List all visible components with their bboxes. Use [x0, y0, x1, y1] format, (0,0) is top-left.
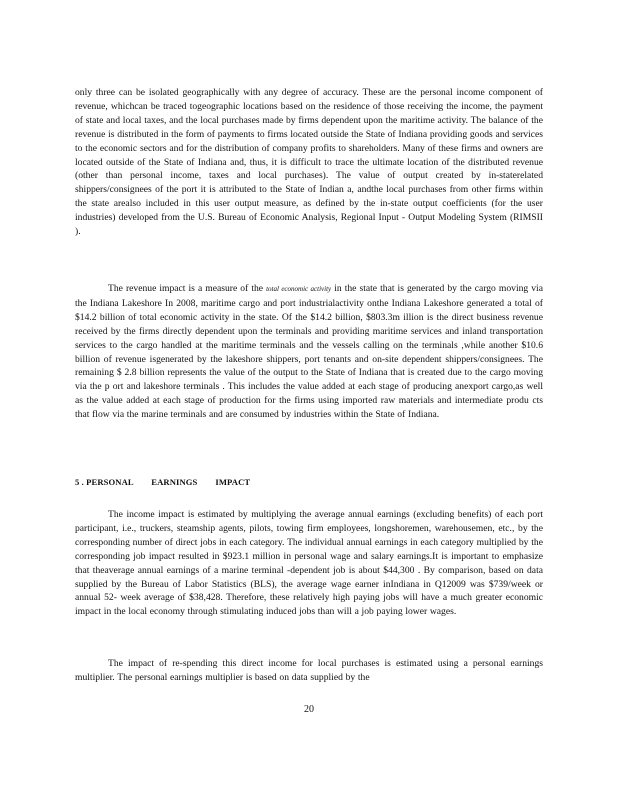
- emphasized-term: total economic activity: [266, 285, 332, 293]
- body-paragraph-revenue-geography: only three can be isolated geographically with any degree of accuracy. These are the personal income component of revenue, whichcan be traced togeographic locations based on the residence of those receiving the income, the payment of state and local taxes, and the local purchases made by firms dependent upon the maritime activity. The balance of the revenue is distributed in the form of payments to firms located outside the State of Indiana providing goods and services to the economic sectors and for the distribution of company profits to shareholders. Many of these firms and owners are located outside of the State of Indiana and, thus, it is difficult to trace the ultimate location of the distributed revenue (other than personal income, taxes and local purchases). The value of output created by in-staterelated shippers/consignees of the port it is attributed to the State of Indian a, andthe local purchases from other firms within the state arealso included in this user output measure, as defined by the in-state output coefficients (for the user industries) developed from the U.S. Bureau of Economic Analysis, Regional Input - Output Modeling System (RIMSII ).: [75, 87, 543, 238]
- page-number: 20: [304, 704, 314, 715]
- body-paragraph-respending: The impact of re-spending this direct income for local purchases is estimated using a personal earnings multiplier. The personal earnings multiplier is based on data supplied by the: [75, 658, 543, 683]
- paragraph-text: in the state that is generated by the cargo moving via the Indiana Lakeshore In 2008, maritime cargo and port industrialactivity onthe Indiana Lakeshore generated a total of $14.2 billion of total economic activity in the state. Of the $14.2 billion, $803.3m illion is the direct business revenue received by the firms directly dependent upon the terminals and providing maritime services and inland transportation services to the cargo handled at the maritime terminals and the vessels calling on the terminals ,while another $10.6 billion of revenue isgenerated by the lakeshore shippers, port tenants and on-site dependent shippers/consignees. The remaining $ 2.8 billion represents the value of the output to the State of Indiana that is created due to the cargo moving via the p ort and lakeshore terminals . This includes the value added at each stage of producing anexport cargo,as well as the value added at each stage of production for the firms using imported raw materials and intermediate produ cts that flow via the marine terminals and are consumed by industries within the State of Indiana.: [75, 283, 543, 421]
- section-heading: 5 . PERSONAL EARNINGS IMPACT: [75, 477, 251, 487]
- body-paragraph-income-impact: The income impact is estimated by multiplying the average annual earnings (excluding benefits) of each port participant, i.e., truckers, steamship agents, pilots, towing firm employees, longshoremen, warehousemen, etc., by the corresponding number of direct jobs in each category. The individual annual earnings in each category multiplied by the corresponding job impact resulted in $923.1 million in personal wage and salary earnings.It is important to emphasize that theaverage annual earnings of a marine terminal -dependent job is about $44,300 . By comparison, based on data supplied by the Bureau of Labor Statistics (BLS), the average wage earner inIndiana in Q12009 was $739/week or annual 52- week average of $38,428. Therefore, these relatively high paying jobs will have a much greater economic impact in the local economy through stimulating induced jobs than will a job paying lower wages.: [75, 509, 543, 618]
- body-paragraph-revenue-impact: [75, 282, 543, 422]
- paragraph-text: The revenue impact is a measure of the: [108, 283, 264, 294]
